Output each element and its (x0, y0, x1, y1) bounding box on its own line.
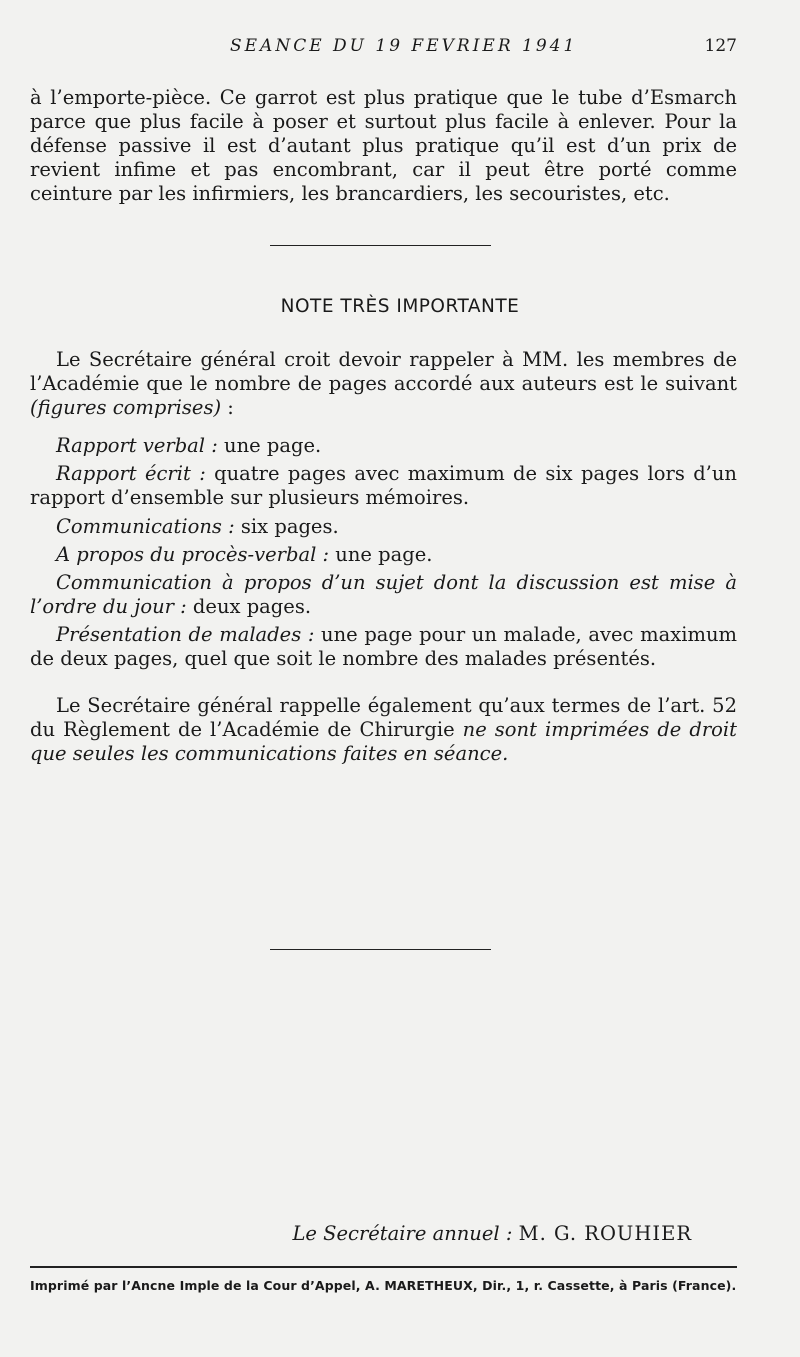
note-intro (30, 348, 737, 420)
item-text: une page pour un malade, avec maximum de deux pages, quel que soit le nombre des malades présentés. (30, 623, 737, 670)
list-item (30, 571, 737, 619)
list-item (30, 462, 737, 510)
item-text: une page. (217, 434, 322, 457)
section-divider (270, 245, 491, 246)
closing-text: Le Secrétaire général rappelle également qu’aux termes de l’art. 52 du Règlement de l’Académie de Chirurgie (30, 694, 737, 741)
signature-role: Le Secrétaire annuel : (292, 1222, 513, 1245)
item-text: quatre pages avec maximum de six pages lors d’un rapport d’ensemble sur plusieurs mémoires. (30, 462, 737, 509)
running-title: SEANCE DU 19 FEVRIER 1941 (230, 36, 578, 56)
footer-rule (30, 1266, 737, 1268)
item-label: Communications : (56, 515, 235, 538)
printer-imprint: Imprimé par l’Ancne Imple de la Cour d’Appel, A. MARETHEUX, Dir., 1, r. Cassette, à Paris (France). (30, 1278, 737, 1293)
item-label: Communication à propos d’un sujet dont la discussion est mise à l’ordre du jour : (30, 571, 737, 618)
section-divider (270, 949, 491, 950)
signature-name: M. G. ROUHIER (518, 1222, 692, 1245)
note-heading: NOTE TRÈS IMPORTANTE (280, 296, 520, 317)
item-text: deux pages. (186, 595, 312, 618)
closing-paragraph (30, 694, 737, 766)
continuation-paragraph: à l’emporte-pièce. Ce garrot est plus pratique que le tube d’Esmarch parce que plus facile à poser et surtout plus facile à enlever. Pour la défense passive il est d’autant plus pratique qu’il est d’un prix de revient infime et pas encombrant, car il peut être porté comme ceinture par les infirmiers, les brancardiers, les secouristes, etc. (30, 86, 737, 205)
item-text: une page. (329, 543, 433, 566)
page-number: 127 (704, 36, 737, 56)
list-item (30, 434, 737, 458)
closing-italic: ne sont imprimées de droit que seules les communications faites en séance. (30, 718, 737, 765)
item-text: six pages. (234, 515, 339, 538)
item-label: A propos du procès-verbal : (56, 543, 330, 566)
item-label: Présentation de malades : (56, 623, 315, 646)
list-item (30, 515, 737, 539)
signature (292, 1222, 692, 1245)
note-intro-end: : (221, 396, 234, 419)
note-intro-italic: (figures comprises) (30, 396, 222, 419)
running-header (30, 36, 737, 64)
list-item (30, 543, 737, 567)
item-label: Rapport verbal : (56, 434, 218, 457)
note-intro-text: Le Secrétaire général croit devoir rappeler à MM. les membres de l’Académie que le nombre de pages accordé aux auteurs est le suivant (30, 348, 737, 395)
item-label: Rapport écrit : (56, 462, 206, 485)
list-item (30, 623, 737, 671)
